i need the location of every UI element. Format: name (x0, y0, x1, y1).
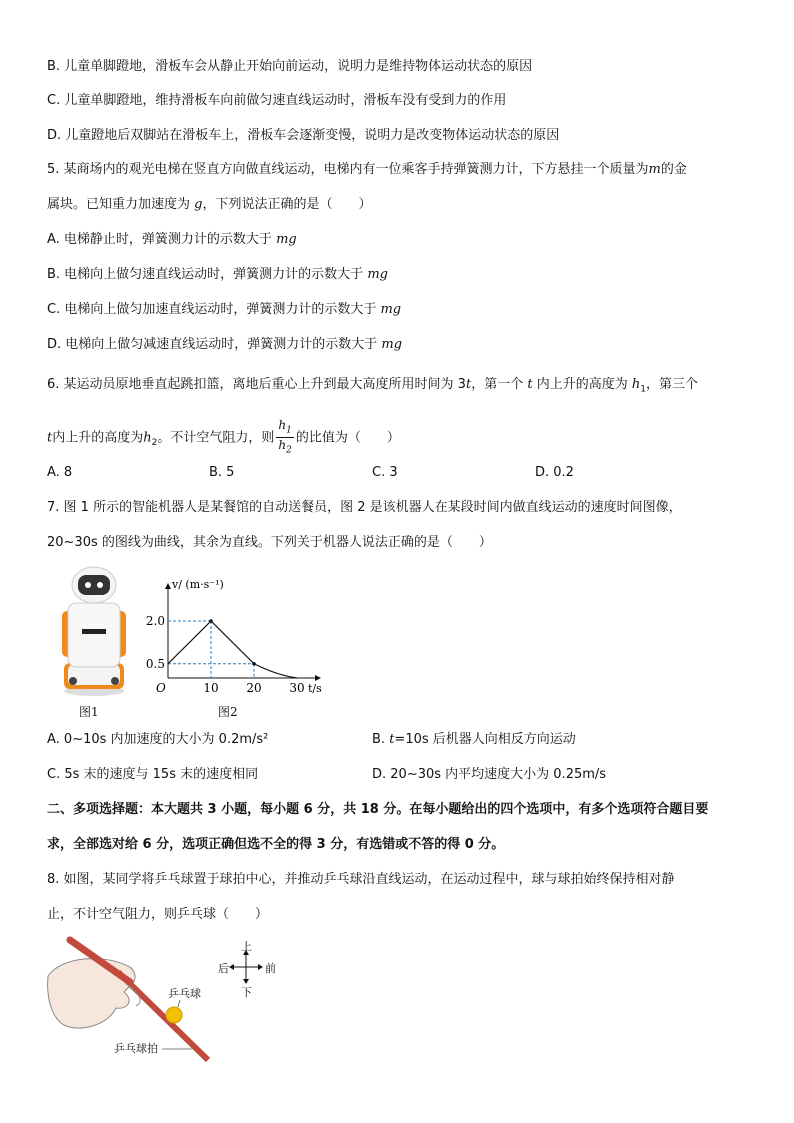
q8-stem-line1: 8. 如图，某同学将乒乓球置于球拍中心，并推动乒乓球沿直线运动，在运动过程中，球与球拍始终保持相对静 (47, 872, 675, 887)
paddle-label: 乒乓球拍 (114, 1042, 158, 1055)
direction-back-label: 后 (218, 962, 229, 975)
q6-stem-line1: 6. 某运动员原地垂直起跳扣篮，离地后重心上升到最大高度所用时间为 3t，第一个 t 内上升的高度为 $h_1$，第三个 (47, 377, 698, 395)
direction-down-label: 下 (241, 986, 252, 999)
x-tick-label: 10 (203, 681, 219, 695)
y-axis-label: v/ (m·s⁻¹) (172, 578, 224, 591)
paddle-ball-figure (44, 936, 294, 1066)
q7-option-c: C. 5s 末的速度与 15s 末的速度相同 (47, 767, 259, 782)
point-peak (209, 619, 213, 623)
q6-option-d: D. 0.2 (535, 465, 574, 480)
series-line-curve (254, 664, 297, 678)
q6-option-c: C. 3 (372, 465, 398, 480)
robot-image (58, 565, 130, 697)
q7-option-b: B. t=10s 后机器人向相反方向运动 (372, 732, 576, 747)
direction-front-label: 前 (265, 962, 276, 975)
q7-option-d: D. 20~30s 内平均速度大小为 0.25m/s (372, 767, 607, 782)
origin-label: O (156, 681, 166, 695)
x-tick-label: 20 (246, 681, 262, 695)
figure2-caption: 图2 (218, 705, 238, 719)
q5-stem-line2: 属块。已知重力加速度为 g，下列说法正确的是（ ） (47, 197, 372, 212)
q6-option-b: B. 5 (209, 465, 235, 480)
q4-option-c: C. 儿童单脚蹬地，维持滑板车向前做匀速直线运动时，滑板车没有受到力的作用 (47, 93, 507, 108)
section2-heading-line1: 二、多项选择题：本大题共 3 小题，每小题 6 分，共 18 分。在每小题给出的四个选项中，有多个选项符合题目要 (47, 802, 709, 817)
q6-ratio-fraction: $\frac{h_1}{h_2}$ (278, 418, 292, 456)
q7-stem-line2: 20~30s 的图线为曲线，其余为直线。下列关于机器人说法正确的是（ ） (47, 535, 492, 550)
direction-up-label: 上 (241, 940, 252, 953)
y-tick-label: 0.5 (145, 656, 165, 671)
q5-option-a: A. 电梯静止时，弹簧测力计的示数大于 mg (47, 232, 297, 247)
q7-stem-line1: 7. 图 1 所示的智能机器人是某餐馆的自动送餐员，图 2 是该机器人在某段时间内做直线运动的速度时间图像， (47, 500, 682, 515)
q6-stem-line2: t内上升的高度为$h_2$。不计空气阻力，则 $\frac{h_1}{h_2}$ 的比值为（ ） (47, 418, 400, 456)
q8-stem-line2: 止，不计空气阻力，则乒乓球（ ） (47, 907, 269, 922)
q5-option-b: B. 电梯向上做匀速直线运动时，弹簧测力计的示数大于 mg (47, 267, 388, 282)
q5-stem-line1: 5. 某商场内的观光电梯在竖直方向做直线运动，电梯内有一位乘客手持弹簧测力计，下方悬挂一个质量为m的金 (47, 162, 687, 177)
q4-option-d: D. 儿童蹬地后双脚站在滑板车上，滑板车会逐渐变慢，说明力是改变物体运动状态的原因 (47, 128, 560, 143)
q6-option-a: A. 8 (47, 465, 73, 480)
y-tick-label: 2.0 (145, 614, 165, 628)
x-axis-label: t/s (308, 682, 322, 695)
ball-label: 乒乓球 (168, 987, 201, 1000)
point-20s (252, 662, 256, 666)
q4-option-b: B. 儿童单脚蹬地，滑板车会从静止开始向前运动，说明力是维持物体运动状态的原因 (47, 59, 533, 74)
figure1-caption: 图1 (79, 705, 99, 719)
q5-option-d: D. 电梯向上做匀减速直线运动时，弹簧测力计的示数大于 mg (47, 337, 403, 352)
q7-option-a: A. 0~10s 内加速度的大小为 0.2m/s² (47, 732, 269, 747)
velocity-time-chart (145, 576, 330, 700)
q5-option-c: C. 电梯向上做匀加速直线运动时，弹簧测力计的示数大于 mg (47, 302, 402, 317)
x-tick-label: 30 (289, 681, 305, 695)
section2-heading-line2: 求，全部选对给 6 分，选项正确但选不全的得 3 分，有选错或不答的得 0 分。 (47, 837, 505, 852)
